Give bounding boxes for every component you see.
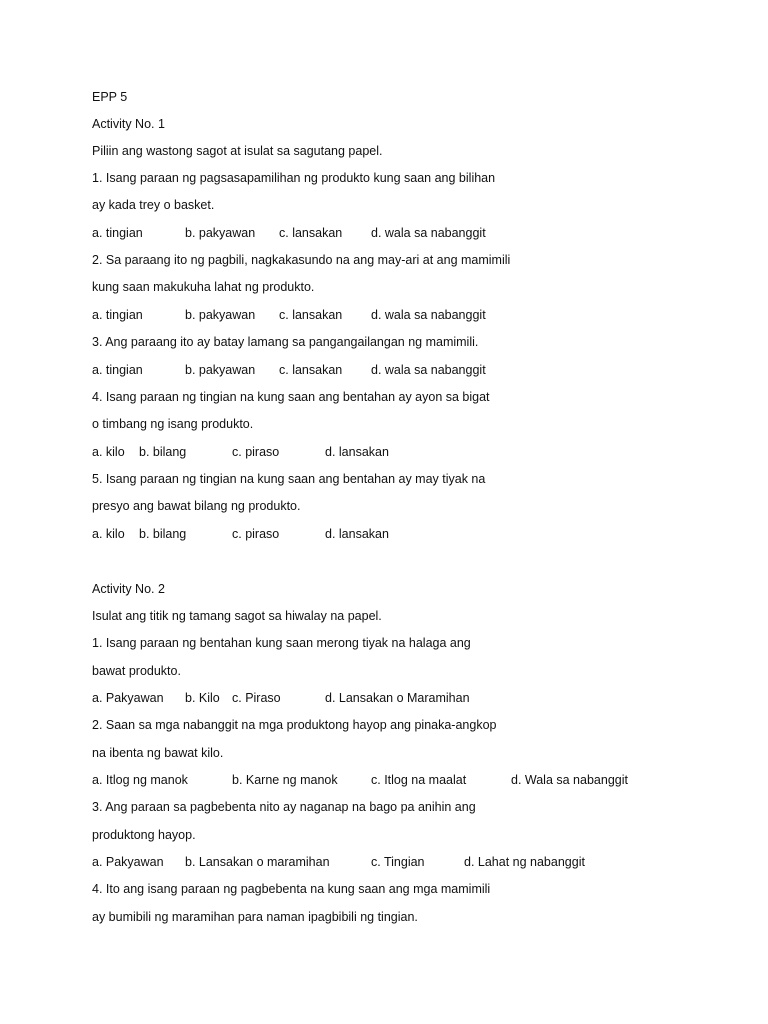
choice-b: b. pakyawan [185,363,256,377]
choice-d: d. wala sa nabanggit [371,363,486,377]
subject-heading: EPP 5 [92,90,128,104]
a1-q2-text: 2. Sa paraang ito ng pagbili, nagkakasundo na ang may-ari at ang mamimili [92,253,511,267]
choice-a: a. tingian [92,308,143,322]
choice-b: b. Karne ng manok [232,773,338,787]
choice-c: c. piraso [232,527,280,541]
a1-q3-text: 3. Ang paraang ito ay batay lamang sa pangangailangan ng mamimili. [92,335,479,349]
a1-q1-text-cont: ay kada trey o basket. [92,198,215,212]
a1-q1-text: 1. Isang paraan ng pagsasapamilihan ng produkto kung saan ang bilihan [92,171,496,185]
a2-q3-text: 3. Ang paraan sa pagbebenta nito ay naganap na bago pa anihin ang [92,800,476,814]
a1-q2-text-cont: kung saan makukuha lahat ng produkto. [92,280,315,294]
choice-c: c. Piraso [232,691,281,705]
choice-c: c. lansakan [279,308,343,322]
a2-q1-text: 1. Isang paraan ng bentahan kung saan merong tiyak na halaga ang [92,636,471,650]
choice-a: a. kilo [92,445,125,459]
choice-b: b. bilang [139,445,187,459]
choice-c: c. lansakan [279,363,343,377]
choice-d: d. Wala sa nabanggit [511,773,628,787]
choice-a: a. Pakyawan [92,691,164,705]
choice-c: c. Itlog na maalat [371,773,467,787]
choice-b: b. pakyawan [185,308,256,322]
choice-a: a. Pakyawan [92,855,164,869]
activity-2-title: Activity No. 2 [92,582,165,596]
choice-b: b. Lansakan o maramihan [185,855,330,869]
choice-d: d. wala sa nabanggit [371,226,486,240]
a2-q2-text-cont: na ibenta ng bawat kilo. [92,746,224,760]
activity-1-title: Activity No. 1 [92,117,165,131]
choice-a: a. tingian [92,226,143,240]
a2-q3-text-cont: produktong hayop. [92,828,196,842]
choice-d: d. Lansakan o Maramihan [325,691,470,705]
choice-c: c. lansakan [279,226,343,240]
choice-b: b. pakyawan [185,226,256,240]
activity-2-instruction: Isulat ang titik ng tamang sagot sa hiwalay na papel. [92,609,382,623]
choice-b: b. bilang [139,527,187,541]
a1-q5-text-cont: presyo ang bawat bilang ng produkto. [92,499,301,513]
choice-a: a. tingian [92,363,143,377]
a2-q4-text: 4. Ito ang isang paraan ng pagbebenta na kung saan ang mga mamimili [92,882,491,896]
a1-q5-text: 5. Isang paraan ng tingian na kung saan ang bentahan ay may tiyak na [92,472,486,486]
choice-b: b. Kilo [185,691,220,705]
choice-d: d. lansakan [325,527,389,541]
choice-a: a. kilo [92,527,125,541]
choice-c: c. Tingian [371,855,425,869]
a2-q4-text-cont: ay bumibili ng maramihan para naman ipagbibili ng tingian. [92,910,418,924]
a2-q1-text-cont: bawat produkto. [92,664,181,678]
a2-q2-text: 2. Saan sa mga nabanggit na mga produktong hayop ang pinaka-angkop [92,718,497,732]
choice-c: c. piraso [232,445,280,459]
choice-d: d. Lahat ng nabanggit [464,855,585,869]
a1-q4-text: 4. Isang paraan ng tingian na kung saan ang bentahan ay ayon sa bigat [92,390,490,404]
choice-a: a. Itlog ng manok [92,773,188,787]
activity-1-instruction: Piliin ang wastong sagot at isulat sa sagutang papel. [92,144,383,158]
choice-d: d. lansakan [325,445,389,459]
choice-d: d. wala sa nabanggit [371,308,486,322]
a1-q4-text-cont: o timbang ng isang produkto. [92,417,254,431]
